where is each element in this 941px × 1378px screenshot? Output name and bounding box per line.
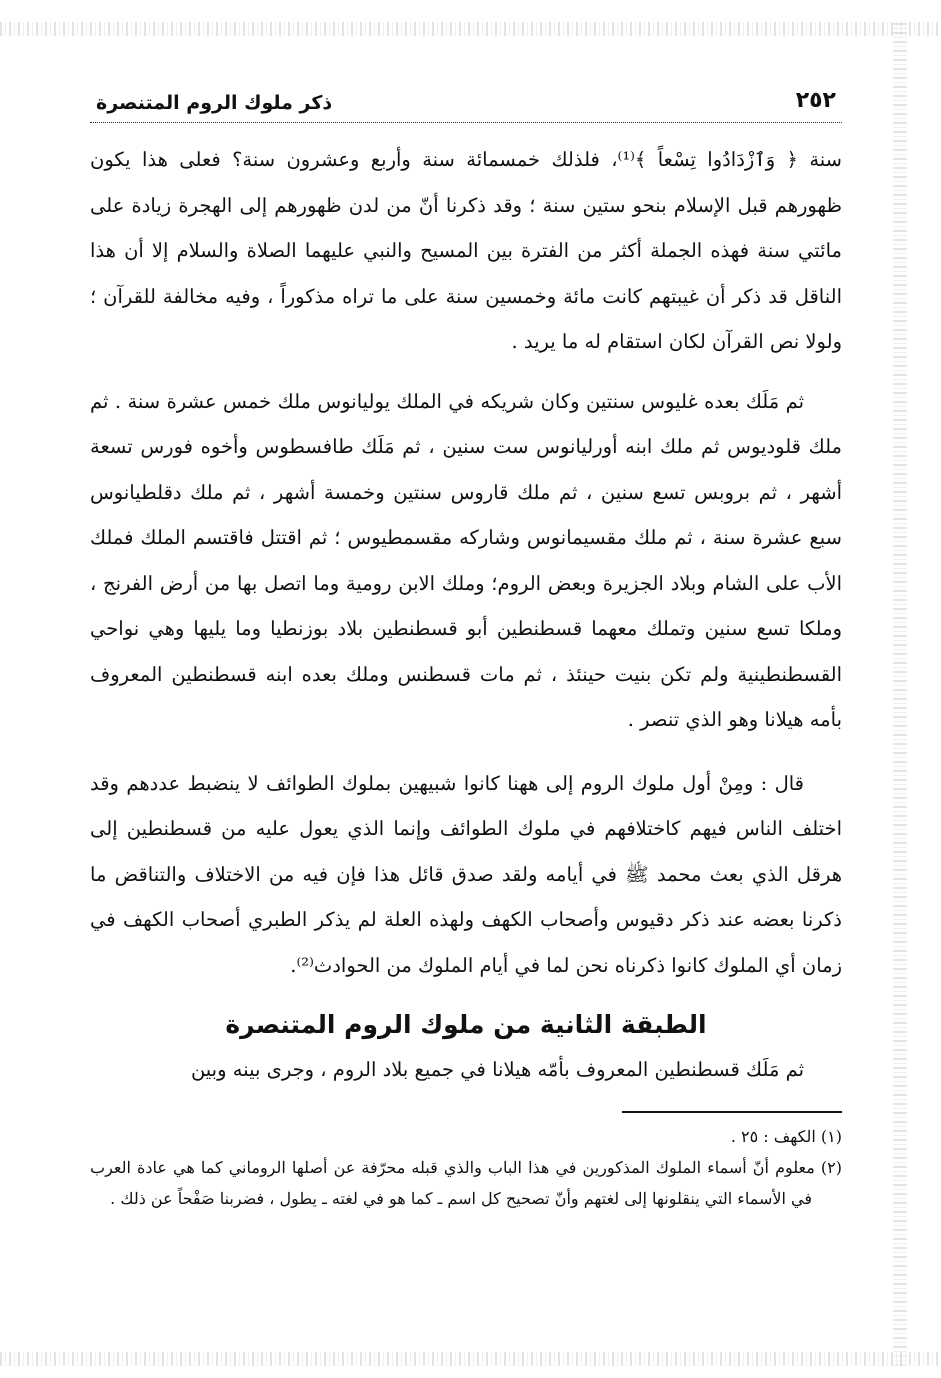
paragraph-1: سنة ﴿ وَٱزْدَادُوا تِسْعاً ﴾⁽¹⁾، فلذلك خمسمائة سنة وأربع وعشرون سنة؟ فعلى هذا يكون ظهورهم قبل الإسلام بنحو ستين سنة ؛ وقد ذكرنا أنّ من لدن ظهورهم إلى الهجرة زيادة على مائتي سنة فهذه الجملة أكثر من الفترة بين المسيح والنبي عليهما الصلاة والسلام إلا أن هذا الناقل قد ذكر أن غيبتهم كانت مائة وخمسين سنة على ما تراه مذكوراً ، وفيه مخالفة للقرآن ؛ ولولا نص القرآن لكان استقام له ما يريد . [90,148,842,353]
book-page [90,88,842,1214]
scan-edge-top [0,22,941,36]
scan-edge-right [893,22,907,1366]
chapter-title: ذكر ملوك الروم المتنصرة [96,92,333,114]
section-heading: الطبقة الثانية من ملوك الروم المتنصرة [225,1010,707,1039]
page-number: ٢٥٢ [795,88,836,113]
running-header [90,88,842,123]
footnotes [90,1121,842,1214]
footnote-2: (٢) معلوم أنّ أسماء الملوك المذكورين في هذا الباب والذي قبله محرّفة عن أصلها الروماني كما هي عادة العرب في الأسماء التي ينقلونها إلى لغتهم وأنّ تصحيح كل اسم ـ كما هو في لغته ـ يطول ، فضربنا صَفْحاً عن ذلك . [90,1157,843,1208]
footnote-separator [622,1111,842,1113]
paragraph-2: ثم مَلَك بعده غليوس سنتين وكان شريكه في الملك يوليانوس ملك خمس عشرة سنة . ثم ملك قلوديوس ثم ملك ابنه أورليانوس ست سنين ، ثم مَلَك طافسطوس وأخوه فورس تسعة أشهر ، ثم بروبس تسع سنين ، ثم ملك قاروس سنتين وخمسة أشهر ، ثم ملك دقلطيانوس سبع عشرة سنة ، ثم ملك مقسيمانوس وشاركه مقسمطيوس ؛ ثم اقتتل فاقتسم الملك فملك الأب على الشام وبلاد الجزيرة وبعض الروم؛ وملك الابن رومية وما اتصل بها من أرض الفرنج ، وملكا تسع سنين وتملك معهما قسطنطين أبو قسطنطين بلاد بوزنطيا وما يليها وهي نواحي القسطنطينية ولم تكن بنيت حينئذ ، ثم مات قسطنس وملك بعده ابنه قسطنطين المعروف بأمه هيلانا وهو الذي تنصر . [90,389,842,731]
paragraph-3: قال : ومِنْ أول ملوك الروم إلى ههنا كانوا شبيهين بملوك الطوائف لا ينضبط عددهم وقد اختلف الناس فيهم كاختلافهم في ملوك الطوائف وإنما الذي يعول عليه من قسطنطين إلى هرقل الذي بعث محمد ﷺ في أيامه ولقد صدق قائل هذا فإن فيه من الاختلاف والتناقض ما ذكرنا بعضه عند ذكر دقيوس وأصحاب الكهف ولهذه العلة لم يذكر الطبري أصحاب الكهف في زمان أي الملوك كانوا ذكرناه نحن لما في أيام الملوك من الحوادث⁽²⁾. [90,771,842,977]
paragraph-4: ثم مَلَك قسطنطين المعروف بأمّه هيلانا في جميع بلاد الروم ، وجرى بينه وبين [190,1058,804,1081]
scan-edge-bottom [0,1352,941,1366]
footnote-1: (١) الكهف : ٢٥ . [730,1126,842,1146]
